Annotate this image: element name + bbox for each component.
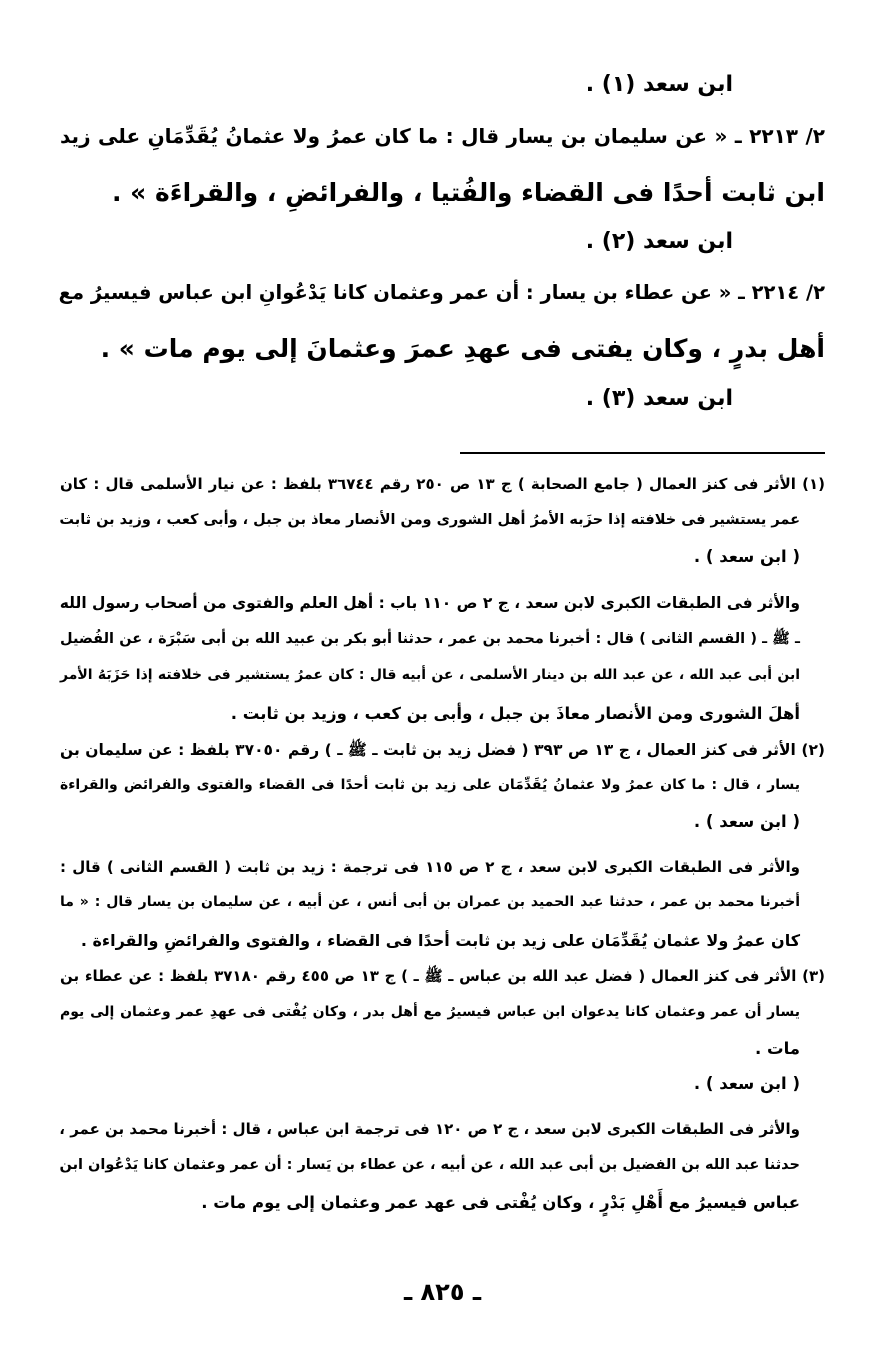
footnote-2-line-5: أخبرنا محمد بن عمر ، حدثنا عبد الحميد بن عمران بن أبى أنس ، عن أبيه ، عن سليمان بن يسار قال : « ما <box>60 894 800 910</box>
hadith-2214-line-1: ٢/ ٢٢١٤ ـ « عن عطاء بن يسار : أن عمر وعثمان كانا يَدْعُوانِ ابن عباس فيسيرُ مع <box>58 281 825 304</box>
footnote-1-line-1: (١) الأثر فى كنز العمال ( جامع الصحابة ) ج ١٣ ص ٢٥٠ رقم ٣٦٧٤٤ بلفظ : عن نيار الأسلمى قال : كان <box>60 475 825 493</box>
hadith-2214-source: ابن سعد (٣) . <box>585 386 733 411</box>
footnote-1-line-5: ـ ﷺ ـ ( القسم الثانى ) قال : أخبرنا محمد بن عمر ، حدثنا أبو بكر بن عبيد الله بن أبى سَبْرَة ، عن الفُضيل <box>60 631 800 647</box>
footnote-3-line-5: والأثر فى الطبقات الكبرى لابن سعد ، ج ٢ ص ١٢٠ فى ترجمة ابن عباس ، قال : أخبرنا محمد بن عمر ، <box>59 1120 800 1138</box>
hadith-2213-source: ابن سعد (٢) . <box>585 229 733 254</box>
footnote-1-line-2: عمر يستشير فى خلافته إذا حزَبه الأمرُ أهل الشورى ومن الأنصار معاذ بن جبل ، وأبى كعب ، وزيد بن ثابت <box>59 512 800 528</box>
footnote-2-line-4: والأثر فى الطبقات الكبرى لابن سعد ، ج ٢ ص ١١٥ فى ترجمة : زيد بن ثابت ( القسم الثانى ) قال : <box>60 858 801 876</box>
footnote-3-line-1: (٣) الأثر فى كنز العمال ( فضل عبد الله بن عباس ـ ﷺ ـ ) ج ١٣ ص ٤٥٥ رقم ٣٧١٨٠ بلفظ : عن عطاء بن <box>60 967 825 985</box>
footnote-1-line-6: ابن أبى عبد الله ، عن عبد الله بن دينار الأسلمى ، عن أبيه قال : كان عمرُ يستشير فى خلافته إذا حَزَبَهُ الأمر <box>60 667 800 683</box>
footnote-2-line-2: يسار ، قال : ما كان عمرُ ولا عثمانُ يُقَدِّمَان على زيد بن ثابت أحدًا فى القضاء والفتوى والفرائض والقراءة <box>60 777 800 793</box>
footnote-1-line-7: أهلَ الشورى ومن الأنصار معاذَ بن جبل ، وأبى بن كعب ، وزيد بن ثابت . <box>230 704 800 723</box>
footnote-2-line-1: (٢) الأثر فى كنز العمال ، ج ١٣ ص ٣٩٣ ( فضل زيد بن ثابت ـ ﷺ ـ ) رقم ٣٧٠٥٠ بلفظ : عن سليمان بن <box>60 741 825 759</box>
footnote-2-line-6: كان عمرُ ولا عثمان يُقَدِّمَان على زيد بن ثابت أحدًا فى القضاء ، والفتوى والفرائضِ والقراءة . <box>80 931 800 950</box>
footnote-2-line-3: ( ابن سعد ) . <box>693 812 800 831</box>
footnote-3-line-2: يسار أن عمر وعثمان كانا يدعوان ابن عباس فيسيرُ مع أهل بدر ، وكان يُفْتى فى عهدِ عمر وعثمان إلى يوم <box>60 1004 800 1020</box>
hadith-2213-line-1: ٢/ ٢٢١٣ ـ « عن سليمان بن يسار قال : ما كان عمرُ ولا عثمانُ يُقَدِّمَانِ على زيد <box>60 124 825 148</box>
footnote-1-line-3: ( ابن سعد ) . <box>693 547 800 566</box>
footnote-separator <box>460 452 825 454</box>
source-note-top: ابن سعد (١) . <box>585 72 733 97</box>
footnote-3-line-7: عباس فيسيرُ مع أَهْلِ بَدْرٍ ، وكان يُفْتى فى عهد عمر وعثمان إلى يوم مات . <box>201 1193 800 1212</box>
footnote-3-line-3: مات . <box>754 1039 800 1058</box>
footnote-1-line-4: والأثر فى الطبقات الكبرى لابن سعد ، ج ٢ ص ١١٠ باب : أهل العلم والفتوى من أصحاب رسول الله <box>59 594 800 612</box>
page-number: ـ ٨٢٥ ـ <box>403 1278 482 1306</box>
footnote-3-line-4: ( ابن سعد ) . <box>693 1074 800 1093</box>
footnote-3-line-6: حدثنا عبد الله بن الفضيل بن أبى عبد الله ، عن أبيه ، عن عطاء بن يَسار : أن عمر وعثمان كانا يَدْعُوان ابن <box>59 1157 800 1173</box>
hadith-2214-line-2: أهل بدرٍ ، وكان يفتى فى عهدِ عمرَ وعثمانَ إلى يوم مات » . <box>100 334 825 363</box>
hadith-2213-line-2: ابن ثابت أحدًا فى القضاء والفُتيا ، والفرائضِ ، والقراءَة » . <box>111 178 825 207</box>
